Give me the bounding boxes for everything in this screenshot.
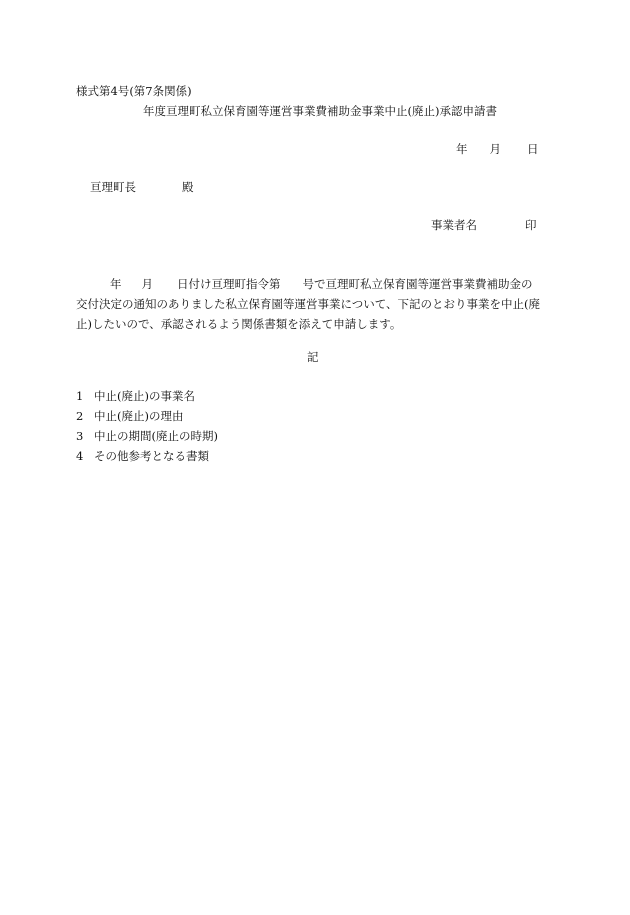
- item-text: 中止(廃止)の事業名: [94, 389, 195, 403]
- date-month-label: 月: [489, 142, 501, 156]
- list-item: [76, 406, 218, 426]
- addressee: [90, 180, 194, 194]
- item-list: [76, 386, 218, 466]
- date-year-label: 年: [456, 142, 468, 156]
- body-line-1: [76, 274, 554, 294]
- ki-heading: 記: [307, 350, 319, 364]
- date-line: [456, 142, 539, 156]
- date-day-label: 日: [527, 142, 539, 156]
- item-number: 3: [76, 429, 84, 443]
- item-number: 4: [76, 449, 84, 463]
- form-number: 様式第4号(第7条関係): [76, 84, 192, 98]
- addressee-name: 亘理町長: [90, 180, 136, 194]
- item-number: 1: [76, 389, 84, 403]
- body-year: 年: [110, 277, 122, 291]
- body-line-3: 止)したいので、承認されるよう関係書類を添えて申請します。: [76, 317, 402, 331]
- document-title: 年度亘理町私立保育園等運営事業費補助金事業中止(廃止)承認申請書: [143, 104, 497, 118]
- item-number: 2: [76, 409, 84, 423]
- body-dated-ref: 日付け亘理町指令第: [177, 277, 281, 291]
- list-item: [76, 426, 218, 446]
- seal-mark: 印: [525, 218, 537, 232]
- item-text: その他参考となる書類: [94, 449, 209, 463]
- item-text: 中止の期間(廃止の時期): [94, 429, 218, 443]
- list-item: [76, 446, 218, 466]
- body-month: 月: [141, 277, 153, 291]
- application-body: [76, 274, 554, 334]
- body-line-2: 交付決定の通知のありました私立保育園等運営事業について、下記のとおり事業を中止(廃: [76, 297, 541, 311]
- body-number-suffix: 号で亘理町私立保育園等運営事業費補助金の: [302, 277, 533, 291]
- applicant-line: [431, 218, 537, 232]
- addressee-honorific: 殿: [182, 180, 194, 194]
- item-text: 中止(廃止)の理由: [94, 409, 184, 423]
- applicant-label: 事業者名: [431, 218, 477, 232]
- list-item: [76, 386, 218, 406]
